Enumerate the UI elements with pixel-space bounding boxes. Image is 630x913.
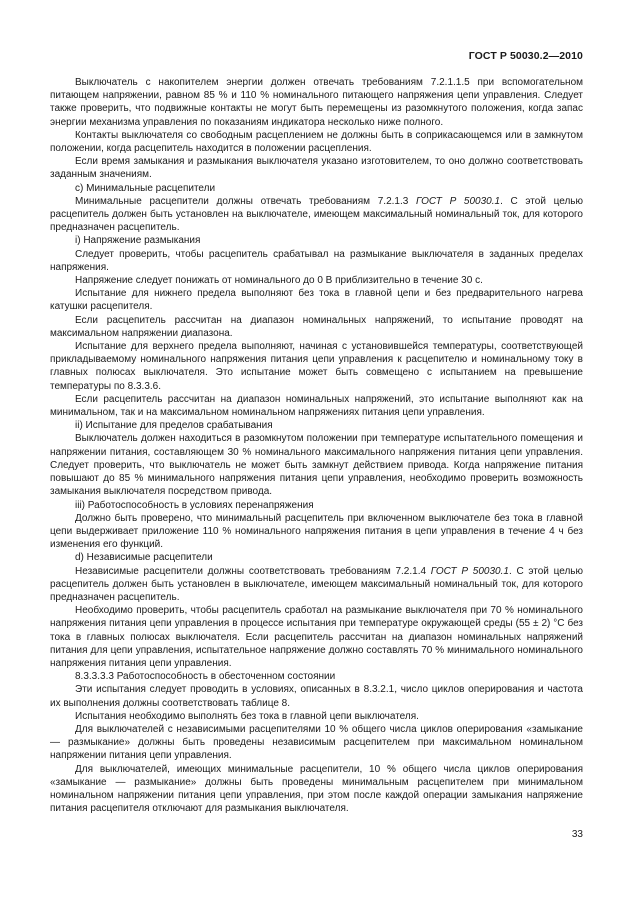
paragraph-text: Независимые расцепители должны соответствовать требованиям 7.2.1.4: [75, 565, 431, 577]
paragraph: Эти испытания следует проводить в условиях, описанных в 8.3.2.1, число циклов оперирования и частота их выполнения должны соответствовать таблице 8.: [50, 684, 583, 709]
paragraph: Для выключателей, имеющих минимальные расцепители, 10 % общего числа циклов оперирования «замыкание — размыкание» должны быть проведены минимальным расцепителем при минимальном номинальном напряжении питания цепи управления, при этом после каждой операции замыкания напряжение питания расцепителя отключают для размыкания выключателя.: [50, 763, 583, 815]
standard-code-header: ГОСТ Р 50030.2—2010: [468, 50, 583, 62]
paragraph: [50, 565, 583, 605]
paragraph-text: . С этой целью расцепитель должен быть установлен в выключателе, имеющем максимальный номинальный ток, для которого предназначен расцепитель.: [50, 565, 583, 603]
paragraph: Если расцепитель рассчитан на диапазон номинальных напряжений, это испытание выполняют как на минимальном, так и на максимальном номинальном напряжениях питания цепи управления.: [50, 393, 583, 419]
paragraph: Испытание для нижнего предела выполняют без тока в главной цепи и без предварительного нагрева катушки расцепителя.: [50, 288, 583, 313]
paragraph: Если время замыкания и размыкания выключателя указано изготовителем, то оно должно соответствовать заданным значениям.: [50, 156, 583, 181]
paragraph: Выключатель должен находиться в разомкнутом положении при температуре испытательного помещения и напряжении питания, составляющем 30 % номинального максимального напряжения питания цепи управления. Следует проверить, что выключатель не может быть замкнут действием привода. Когда напряжение питания повышают до 85 % минимального напряжения питания цепи управления, необходимо проверить возможность замыкания выключателя посредством привода.: [50, 433, 583, 498]
document-body: [50, 76, 583, 815]
paragraph: 8.3.3.3.3 Работоспособность в обесточенном состоянии: [75, 671, 336, 683]
paragraph: c) Минимальные расцепители: [75, 182, 216, 194]
paragraph: Для выключателей с независимыми расцепителями 10 % общего числа циклов оперирования «замыкание — размыкание» должны быть проведены независимым расцепителем при максимальном номинальном напряжении питания цепи управления.: [50, 723, 583, 762]
paragraph: iii) Работоспособность в условиях перенапряжения: [75, 499, 314, 511]
paragraph: d) Независимые расцепители: [75, 552, 213, 564]
paragraph: i) Напряжение размыкания: [75, 235, 201, 247]
paragraph-text: Минимальные расцепители должны отвечать требованиям 7.2.1.3: [75, 195, 416, 207]
paragraph: Должно быть проверено, что минимальный расцепитель при включенном выключателе без тока в главной цепи выдерживает приложение 110 % номинального напряжения питания в цепи управления в течение 4 ч без изменения его функций.: [50, 512, 583, 551]
paragraph: Напряжение следует понижать от номинального до 0 В приблизительно в течение 30 с.: [75, 275, 483, 287]
paragraph-text: . С этой целью расцепитель должен быть установлен на выключателе, имеющем максимальный номинальный ток, для которого предназначен расцепитель.: [50, 195, 583, 234]
paragraph: Если расцепитель рассчитан на диапазон номинальных напряжений, то испытание проводят на максимальном напряжении диапазона.: [50, 314, 583, 339]
paragraph: [50, 195, 583, 235]
standard-reference: ГОСТ Р 50030.1: [416, 195, 501, 207]
paragraph: Контакты выключателя со свободным расцеплением не должны быть в соприкасающемся или в замкнутом положении, когда расцепитель находится в положении расцепления.: [50, 129, 583, 155]
paragraph: Необходимо проверить, чтобы расцепитель сработал на размыкание выключателя при 70 % номинального напряжения питания цепи управления в процессе испытания при температуре окружающей среды (55 ± 2) °С без тока в главных полюсах выключателя. Если расцепитель рассчитан на диапазон номинальных напряжений питания для цепи управления, испытательное напряжение должно составлять 70 % минимального номинального напряжения питания цепи управления.: [50, 605, 583, 669]
page-number: 33: [571, 829, 583, 840]
paragraph: Испытание для верхнего предела выполняют, начиная с установившейся температуры, соответствующей прикладываемому номинального напряжения питания цепи управления к расцепителю и номинальному току в главных полюсах выключателя. Это испытание может быть совмещено с испытанием на превышение температуры по 8.3.3.6.: [50, 341, 583, 392]
paragraph: Испытания необходимо выполнять без тока в главной цепи выключателя.: [75, 710, 419, 722]
paragraph: Следует проверить, чтобы расцепитель срабатывал на размыкание выключателя в заданных пределах напряжения.: [50, 248, 583, 273]
paragraph: ii) Испытание для пределов срабатывания: [75, 420, 273, 432]
paragraph: Выключатель с накопителем энергии должен отвечать требованиям 7.2.1.1.5 при вспомогательном питающем напряжении, равном 85 % и 110 % номинального питающего напряжения цепи управления. Следует также проверить, что подвижные контакты не могут быть перемещены из разомкнутого положения, когда запас энергии механизма управления по показаниям индикатора несколько ниже полного.: [50, 77, 583, 128]
standard-reference: ГОСТ Р 50030.1: [430, 565, 509, 577]
